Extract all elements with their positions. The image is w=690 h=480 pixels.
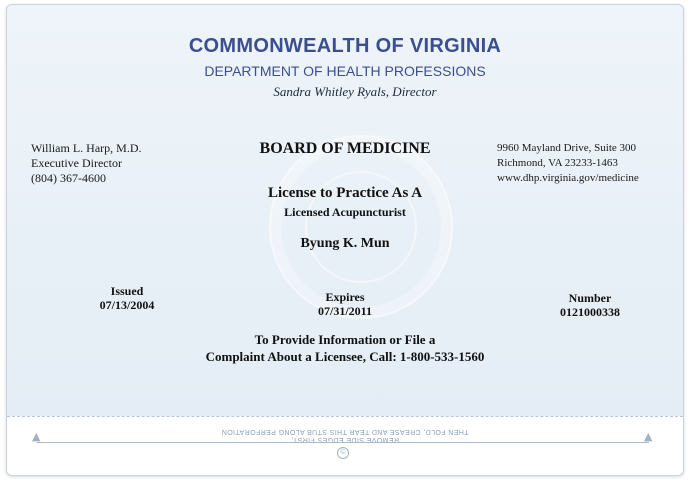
- complaint-line-1: To Provide Information or File a: [254, 332, 436, 347]
- executive-role: Executive Director: [31, 156, 122, 170]
- arrow-up-icon: ▲: [644, 430, 653, 443]
- license-number: 0121000338: [560, 305, 620, 319]
- address-line-2: Richmond, VA 23233-1463: [497, 157, 618, 169]
- expires-date: 07/31/2011: [317, 304, 372, 318]
- license-type: Licensed Acupuncturist: [284, 205, 406, 219]
- issued-block: [67, 284, 187, 312]
- stub-instruction-2: REMOVE SIDE EDGES FIRST,: [291, 436, 400, 443]
- address-line-1: 9960 Mayland Drive, Suite 300: [497, 142, 637, 154]
- expires-label: Expires: [325, 290, 365, 304]
- license-card: [7, 5, 683, 416]
- expires-block: [285, 290, 405, 318]
- license-document: [6, 4, 684, 476]
- executive-phone: (804) 367-4600: [31, 171, 106, 185]
- board-website: www.dhp.virginia.gov/medicine: [497, 172, 639, 184]
- issued-label: Issued: [110, 284, 144, 298]
- perforated-stub: [7, 416, 683, 476]
- number-label: Number: [568, 291, 612, 305]
- arrow-up-icon: ▲: [32, 430, 41, 443]
- tear-guide-line: [37, 442, 649, 443]
- commonwealth-title: COMMONWEALTH OF VIRGINIA: [188, 35, 502, 57]
- license-heading: License to Practice As A: [267, 185, 423, 201]
- number-block: [535, 291, 645, 319]
- issued-date: 07/13/2004: [99, 298, 155, 312]
- complaint-line-2: Complaint About a Licensee, Call: 1-800-533-1560: [205, 349, 485, 364]
- director-name: Sandra Whitley Ryals, Director: [273, 84, 437, 99]
- executive-name: William L. Harp, M.D.: [31, 141, 142, 155]
- license-holder: Byung K. Mun: [300, 236, 390, 251]
- department-name: DEPARTMENT OF HEALTH PROFESSIONS: [204, 63, 486, 79]
- stub-instruction-1: THEN FOLD, CREASE AND TEAR THIS STUB ALONG PERFORATION: [221, 428, 469, 435]
- board-name: BOARD OF MEDICINE: [259, 140, 431, 157]
- copyright-icon: ©: [337, 447, 349, 459]
